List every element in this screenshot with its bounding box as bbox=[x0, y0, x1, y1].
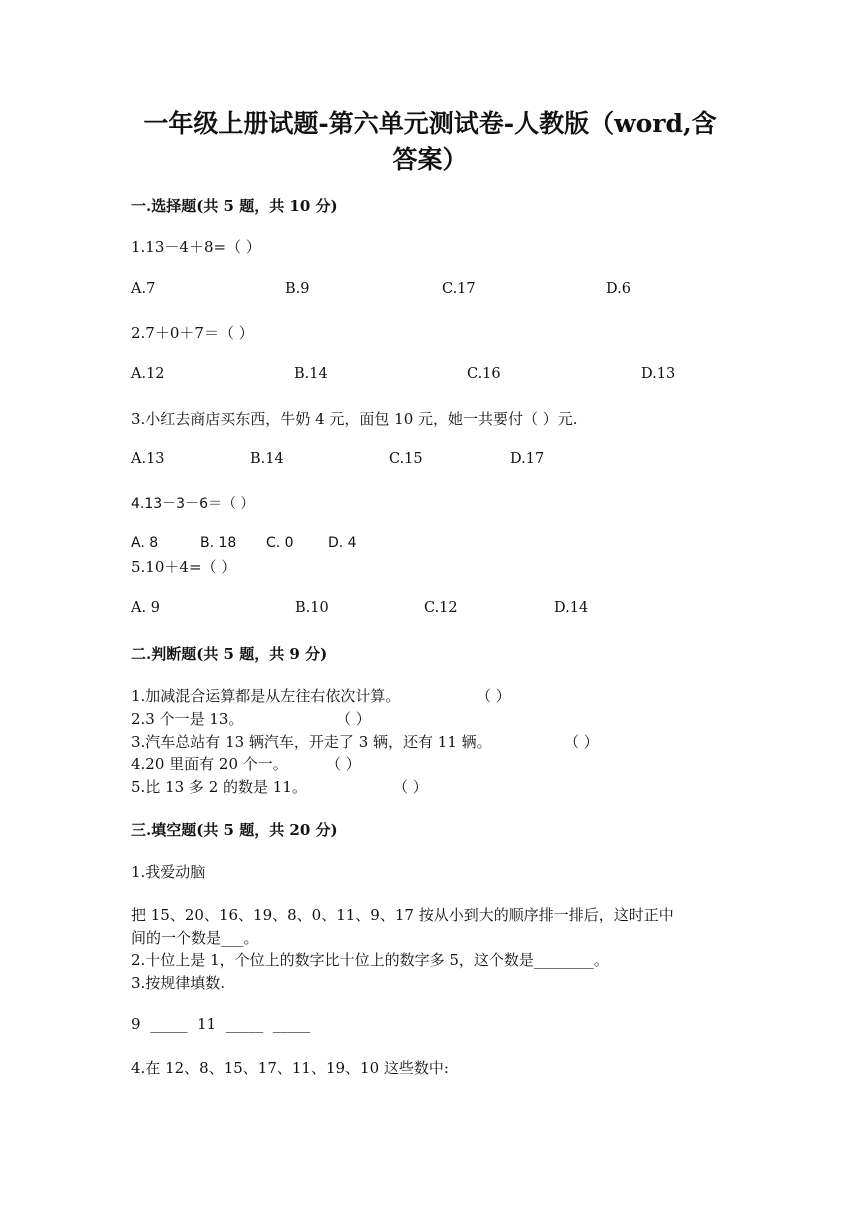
question-1: 1.13－4＋8=（ ） bbox=[131, 238, 261, 256]
q5-option-d: D.14 bbox=[554, 600, 589, 616]
question-5: 5.10＋4=（ ） bbox=[131, 558, 237, 576]
q2-option-a: A.12 bbox=[131, 366, 165, 382]
question-3: 3.小红去商店买东西，牛奶 4 元，面包 10 元，她一共要付（ ）元. bbox=[131, 410, 578, 428]
q2-option-b: B.14 bbox=[294, 366, 328, 382]
document-title-line1: 一年级上册试题-第六单元测试卷-人教版（word,含 bbox=[143, 109, 717, 138]
judge-item-2: 2.3 个一是 13。 bbox=[131, 710, 244, 728]
q4-option-d: D. 4 bbox=[328, 535, 357, 551]
document-title-line2: 答案） bbox=[392, 145, 468, 174]
q1-option-a: A.7 bbox=[131, 281, 156, 297]
q5-option-c: C.12 bbox=[424, 600, 458, 616]
q3-option-c: C.15 bbox=[389, 451, 423, 467]
q1-option-b: B.9 bbox=[285, 281, 310, 297]
section3-heading: 三.填空题(共 5 题，共 20 分) bbox=[131, 821, 338, 839]
q4-option-a: A. 8 bbox=[131, 535, 159, 551]
q1-option-c: C.17 bbox=[442, 281, 476, 297]
fill-q2: 2.十位上是 1，个位上的数字比十位上的数字多 5，这个数是________。 bbox=[131, 951, 609, 969]
q3-option-b: B.14 bbox=[250, 451, 284, 467]
judge-item-1: 1.加减混合运算都是从左往右依次计算。 bbox=[131, 687, 401, 705]
fill-q4: 4.在 12、8、15、17、11、19、10 这些数中: bbox=[131, 1059, 449, 1077]
q3-option-d: D.17 bbox=[510, 451, 545, 467]
judge-bracket-2: （ ） bbox=[336, 710, 371, 728]
q3-option-a: A.13 bbox=[131, 451, 165, 467]
judge-bracket-5: （ ） bbox=[393, 778, 428, 796]
judge-item-4: 4.20 里面有 20 个一。 bbox=[131, 755, 288, 773]
q4-option-b: B. 18 bbox=[200, 535, 237, 551]
fill-q1-line2: 间的一个数是___。 bbox=[131, 929, 259, 947]
judge-bracket-1: （ ） bbox=[476, 687, 511, 705]
q2-option-d: D.13 bbox=[641, 366, 676, 382]
fill-q1-line1: 把 15、20、16、19、8、0、11、9、17 按从小到大的顺序排一排后，这时正中 bbox=[131, 906, 674, 924]
q1-option-d: D.6 bbox=[606, 281, 631, 297]
fill-q3-sequence: 9 _____ 11 _____ _____ bbox=[131, 1015, 311, 1033]
fill-q1-title: 1.我爱动脑 bbox=[131, 863, 206, 881]
section1-heading: 一.选择题(共 5 题，共 10 分) bbox=[131, 197, 338, 215]
judge-bracket-4: （ ） bbox=[326, 755, 361, 773]
question-4: 4.13－3－6＝（ ） bbox=[131, 496, 255, 512]
fill-q3-title: 3.按规律填数. bbox=[131, 974, 226, 992]
judge-item-5: 5.比 13 多 2 的数是 11。 bbox=[131, 778, 307, 796]
question-2: 2.7＋0＋7＝（ ） bbox=[131, 324, 254, 342]
q2-option-c: C.16 bbox=[467, 366, 501, 382]
q5-option-a: A. 9 bbox=[131, 600, 160, 616]
q5-option-b: B.10 bbox=[295, 600, 329, 616]
judge-bracket-3: （ ） bbox=[564, 733, 599, 751]
section2-heading: 二.判断题(共 5 题，共 9 分) bbox=[131, 645, 328, 663]
q4-option-c: C. 0 bbox=[266, 535, 294, 551]
judge-item-3: 3.汽车总站有 13 辆汽车，开走了 3 辆，还有 11 辆。 bbox=[131, 733, 492, 751]
